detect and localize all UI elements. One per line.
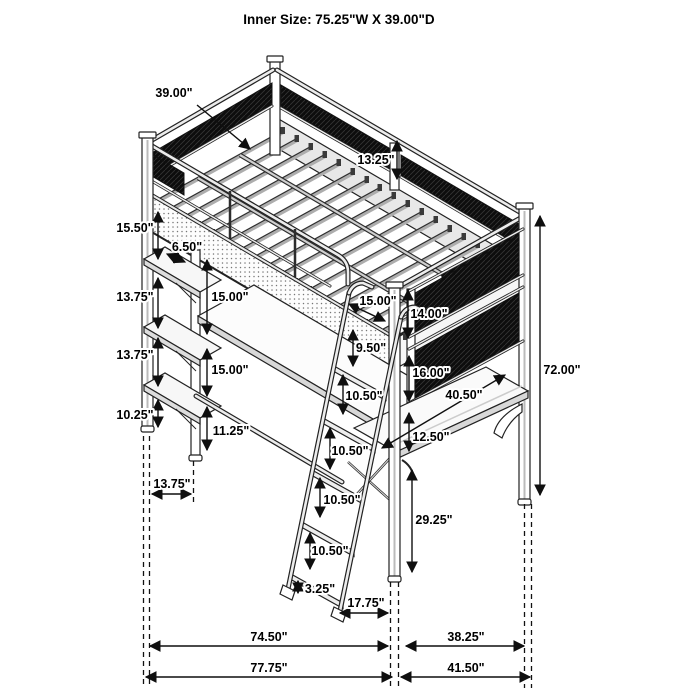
dim-label-72-00: 72.00" [543,363,581,377]
dim-label-6-50: 6.50" [171,240,203,254]
dim-label-13-75-c: 13.75" [153,477,191,491]
dim-label-13-25: 13.25" [357,153,395,167]
dim-label-15-00-b: 15.00" [211,363,249,377]
dim-label-11-25: 11.25" [212,424,250,438]
dim-label-29-25: 29.25" [415,513,453,527]
dim-label-10-50-d: 10.50" [311,544,349,558]
dim-label-15-00-a: 15.00" [211,290,249,304]
dim-label-15-00-c: 15.00" [359,294,397,308]
dim-label-9-50: 9.50" [355,341,387,355]
dim-label-10-50-a: 10.50" [345,389,383,403]
dim-label-12-50: 12.50" [412,430,450,444]
dim-label-77-75: 77.75" [250,661,288,675]
dim-label-38-25: 38.25" [447,630,485,644]
shelf-3 [144,373,221,429]
dim-label-10-50-c: 10.50" [323,493,361,507]
projection-lines [144,436,532,688]
dim-label-13-75-b: 13.75" [116,348,154,362]
dim-label-3-25: 3.25" [304,582,336,596]
dim-label-14-00: 14.00" [410,307,448,321]
dim-label-74-50: 74.50" [250,630,288,644]
dim-label-15-50: 15.50" [116,221,154,235]
dim-label-10-25: 10.25" [116,408,154,422]
dim-label-41-50: 41.50" [447,661,485,675]
dim-label-13-75-a: 13.75" [116,290,154,304]
dim-label-16-00: 16.00" [412,366,450,380]
ladder-foot-right [331,607,346,622]
dim-label-40-50: 40.50" [445,388,483,402]
page-title: Inner Size: 75.25"W X 39.00"D [243,12,435,27]
dim-label-17-75: 17.75" [347,596,385,610]
dim-label-10-50-b: 10.50" [331,444,369,458]
shelf-tower [144,247,221,461]
dim-label-39-00: 39.00" [155,86,193,100]
ladder-foot-left [280,585,295,600]
